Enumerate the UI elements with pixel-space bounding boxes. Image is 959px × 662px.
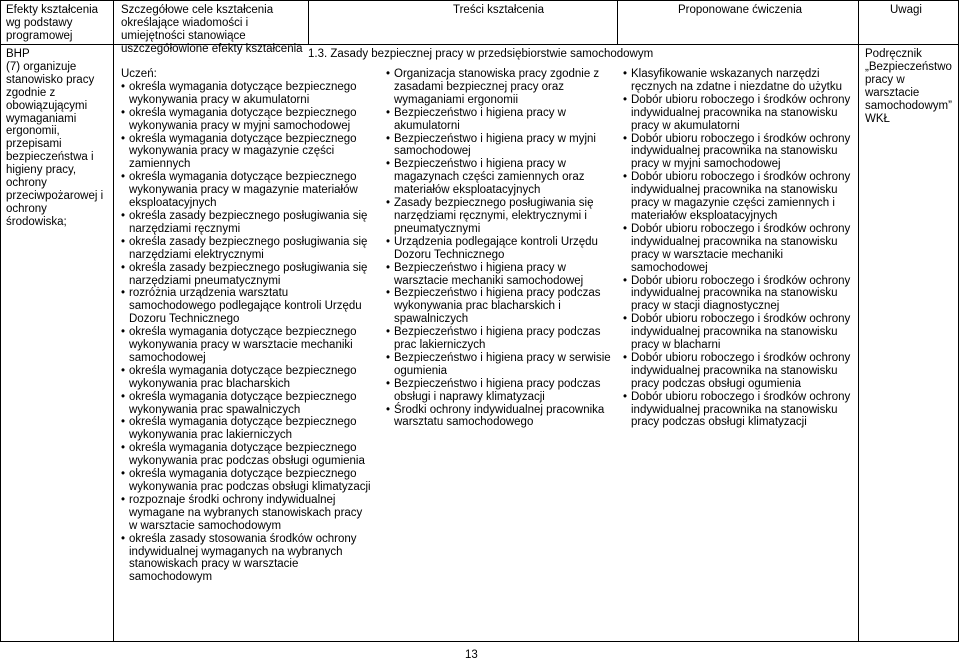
list-item: • określa wymagania dotyczące bezpiecznego wykonywania prac spawalniczych [121, 391, 373, 417]
list-item: • Dobór ubioru roboczego i środków ochrony indywidualnej pracownika na stanowisku pracy podczas obsługi klimatyzacji [623, 391, 855, 430]
col-detailed-goals [121, 68, 373, 584]
list-item: • Urządzenia podlegające kontroli Urzędu Dozoru Technicznego [386, 236, 614, 262]
list-item: • Dobór ubioru roboczego i środków ochrony indywidualnej pracownika na stanowisku pracy w stacji diagnostycznej [623, 275, 855, 314]
content-list [386, 68, 614, 429]
list-item: • Dobór ubioru roboczego i środków ochrony indywidualnej pracownika na stanowisku pracy w blacharni [623, 313, 855, 352]
column-divider [858, 0, 859, 642]
list-item: • Bezpieczeństwo i higiena pracy w serwisie ogumienia [386, 352, 614, 378]
list-item: • Bezpieczeństwo i higiena pracy w magazynach części zamiennych oraz materiałów eksploatacyjnych [386, 158, 614, 197]
goals-intro: Uczeń: [121, 68, 157, 80]
col-content [386, 68, 614, 429]
list-item: • Zasady bezpiecznego posługiwania się narzędziami ręcznymi, elektrycznymi i pneumatycznymi [386, 197, 614, 236]
notes-book-title: „Bezpieczeństwo pracy w warsztacie samochodowym” [865, 60, 952, 112]
table-border-top [0, 0, 959, 1]
list-item: • Bezpieczeństwo i higiena pracy w akumulatorni [386, 107, 614, 133]
outcome-code: BHP [6, 48, 30, 60]
list-item: • Dobór ubioru roboczego i środków ochrony indywidualnej pracownika na stanowisku pracy w magazynie części zamiennych i materiałów eksploatacyjnych [623, 171, 855, 223]
header-content: Treści kształcenia [453, 4, 544, 16]
section-title: 1.3. Zasady bezpiecznej pracy w przedsiębiorstwie samochodowym [308, 48, 654, 60]
list-item: • określa wymagania dotyczące bezpiecznego wykonywania pracy w warsztacie mechaniki samochodowej [121, 326, 373, 365]
column-divider [308, 0, 309, 45]
goals-list [121, 81, 373, 584]
notes-publisher: WKŁ [865, 112, 890, 125]
list-item: • określa zasady stosowania środków ochrony indywidualnej wymaganych na wybranych stanowiskach pracy w warsztacie samochodowym [121, 533, 373, 585]
list-item: • Dobór ubioru roboczego i środków ochrony indywidualnej pracownika na stanowisku pracy w warsztacie mechaniki samochodowej [623, 223, 855, 275]
column-divider [617, 0, 618, 45]
list-item: • określa wymagania dotyczące bezpiecznego wykonywania prac podczas obsługi ogumienia [121, 442, 373, 468]
table-border-left [0, 0, 1, 642]
list-item: • Dobór ubioru roboczego i środków ochrony indywidualnej pracownika na stanowisku pracy w akumulatorni [623, 94, 855, 133]
notes-label: Podręcznik [865, 48, 922, 60]
list-item: • określa wymagania dotyczące bezpiecznego wykonywania prac lakierniczych [121, 416, 373, 442]
outcome-text: (7) organizuje stanowisko pracy zgodnie z obowiązującymi wymaganiami ergonomii, przepisami bezpieczeństwa i higieny pracy, ochrony przeciwpożarowej i ochrony środowiska; [6, 60, 104, 228]
col-outcomes [6, 48, 110, 229]
header-learning-outcomes: Efekty kształcenia wg podstawy programowej [6, 4, 99, 42]
list-item: • Bezpieczeństwo i higiena pracy podczas prac lakierniczych [386, 326, 614, 352]
page-number: 13 [465, 649, 478, 661]
column-divider [113, 0, 114, 642]
list-item: • rozróżnia urządzenia warsztatu samochodowego podlegające kontroli Urzędu Dozoru Technicznego [121, 287, 373, 326]
list-item: • określa zasady bezpiecznego posługiwania się narzędziami ręcznymi [121, 210, 373, 236]
list-item: • określa wymagania dotyczące bezpiecznego wykonywania pracy w magazynie części zamiennych [121, 133, 373, 172]
list-item: • Dobór ubioru roboczego i środków ochrony indywidualnej pracownika na stanowisku pracy w myjni samochodowej [623, 133, 855, 172]
list-item: • określa wymagania dotyczące bezpiecznego wykonywania prac blacharskich [121, 365, 373, 391]
list-item: • rozpoznaje środki ochrony indywidualnej wymagane na wybranych stanowiskach pracy w warsztacie samochodowym [121, 494, 373, 533]
list-item: • określa wymagania dotyczące bezpiecznego wykonywania pracy w myjni samochodowej [121, 107, 373, 133]
header-detailed-goals: Szczegółowe cele kształcenia określające wiadomości i umiejętności stanowiące uszczegółowione efekty kształcenia [121, 4, 303, 55]
list-item: • Dobór ubioru roboczego i środków ochrony indywidualnej pracownika na stanowisku pracy podczas obsługi ogumienia [623, 352, 855, 391]
list-item: • Bezpieczeństwo i higiena pracy podczas obsługi i naprawy klimatyzacji [386, 378, 614, 404]
list-item: • Klasyfikowanie wskazanych narzędzi ręcznych na zdatne i niezdatne do użytku [623, 68, 855, 94]
list-item: • określa zasady bezpiecznego posługiwania się narzędziami elektrycznymi [121, 236, 373, 262]
col-notes [865, 48, 957, 125]
header-notes: Uwagi [890, 4, 922, 16]
list-item: • określa wymagania dotyczące bezpiecznego wykonywania prac podczas obsługi klimatyzacji [121, 468, 373, 494]
list-item: • określa zasady bezpiecznego posługiwania się narzędziami pneumatycznymi [121, 262, 373, 288]
list-item: • Organizacja stanowiska pracy zgodnie z zasadami bezpiecznej pracy oraz wymaganiami ergonomii [386, 68, 614, 107]
list-item: • Środki ochrony indywidualnej pracownika warsztatu samochodowego [386, 404, 614, 430]
list-item: • Bezpieczeństwo i higiena pracy podczas wykonywania prac blacharskich i spawalniczych [386, 287, 614, 326]
table-border-bottom [0, 641, 959, 642]
list-item: • określa wymagania dotyczące bezpiecznego wykonywania pracy w magazynie materiałów eksploatacyjnych [121, 171, 373, 210]
exercises-list [623, 68, 855, 429]
col-exercises [623, 68, 855, 429]
list-item: • Bezpieczeństwo i higiena pracy w myjni samochodowej [386, 133, 614, 159]
header-exercises: Proponowane ćwiczenia [678, 4, 803, 16]
list-item: • Bezpieczeństwo i higiena pracy w warsztacie mechaniki samochodowej [386, 262, 614, 288]
list-item: • określa wymagania dotyczące bezpiecznego wykonywania pracy w akumulatorni [121, 81, 373, 107]
